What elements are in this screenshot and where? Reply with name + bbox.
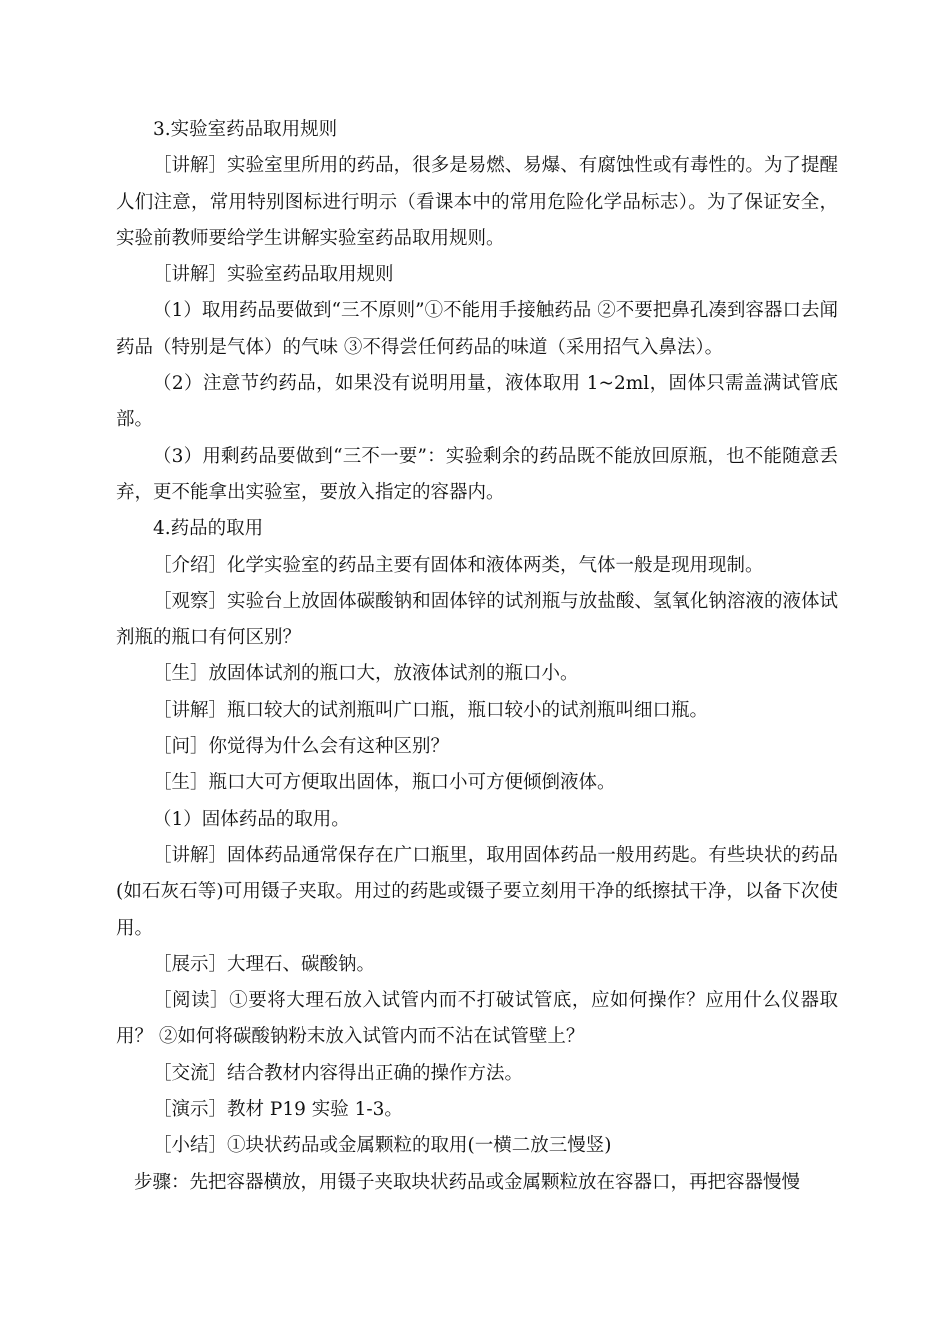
paragraph-discuss: ［交流］结合教材内容得出正确的操作方法。 <box>153 1062 524 1084</box>
paragraph-read: ［阅读］①要将大理石放入试管内而不打破试管底，应如何操作？应用什么仪器取用？ ②如何将碳酸钠粉末放入试管内而不沾在试管壁上？ <box>116 990 838 1048</box>
paragraph-explain-bottles: ［讲解］瓶口较大的试剂瓶叫广口瓶，瓶口较小的试剂瓶叫细口瓶。 <box>153 699 709 721</box>
paragraph-introduce: ［介绍］化学实验室的药品主要有固体和液体两类，气体一般是现用现制。 <box>153 554 764 576</box>
paragraph-student-answer-2: ［生］瓶口大可方便取出固体，瓶口小可方便倾倒液体。 <box>153 772 616 794</box>
paragraph-observe: ［观察］实验台上放固体碳酸钠和固体锌的试剂瓶与放盐酸、氢氧化钠溶液的液体试剂瓶的瓶口有何区别？ <box>116 590 838 649</box>
document-page <box>116 112 838 1201</box>
paragraph-explain-solids: ［讲解］固体药品通常保存在广口瓶里，取用固体药品一般用药匙。有些块状的药品(如石灰石等)可用镊子夹取。用过的药匙或镊子要立刻用干净的纸擦拭干净，以备下次使用。 <box>116 844 838 939</box>
paragraph-demo: ［演示］教材 P19 实验 1-3。 <box>153 1099 403 1121</box>
section-heading-3: 3.实验室药品取用规则 <box>153 119 338 140</box>
paragraph-explain-hazards: ［讲解］实验室里所用的药品，很多是易燃、易爆、有腐蚀性或有毒性的。为了提醒人们注意，常用特别图标进行明示（看课本中的常用危险化学品标志）。为了保证安全，实验前教师要给学生讲解实验室药品取用规则。 <box>116 155 838 249</box>
paragraph-student-answer-1: ［生］放固体试剂的瓶口大，放液体试剂的瓶口小。 <box>153 663 579 685</box>
paragraph-question: ［问］你觉得为什么会有这种区别？ <box>153 736 450 758</box>
rule-item-1: （1）取用药品要做到“三不原则”①不能用手接触药品 ②不要把鼻孔凑到容器口去闻药品（特别是气体）的气味 ③不得尝任何药品的味道（采用招气入鼻法）。 <box>116 300 838 358</box>
paragraph-show: ［展示］大理石、碳酸钠。 <box>153 953 376 975</box>
paragraph-steps: 步骤：先把容器横放，用镊子夹取块状药品或金属颗粒放在容器口，再把容器慢慢 <box>134 1171 801 1193</box>
rule-item-2: （2）注意节约药品，如果没有说明用量，液体取用 1~2ml，固体只需盖满试管底部。 <box>116 373 838 431</box>
paragraph-explain-rules: ［讲解］实验室药品取用规则 <box>153 264 394 286</box>
paragraph-summary: ［小结］①块状药品或金属颗粒的取用(一横二放三慢竖) <box>153 1135 612 1157</box>
rule-item-3: （3）用剩药品要做到“三不一要”：实验剩余的药品既不能放回原瓶，也不能随意丢弃，更不能拿出实验室，要放入指定的容器内。 <box>116 445 838 503</box>
subheading-solid-reagents: （1）固体药品的取用。 <box>153 808 350 830</box>
section-heading-4: 4.药品的取用 <box>153 518 264 540</box>
